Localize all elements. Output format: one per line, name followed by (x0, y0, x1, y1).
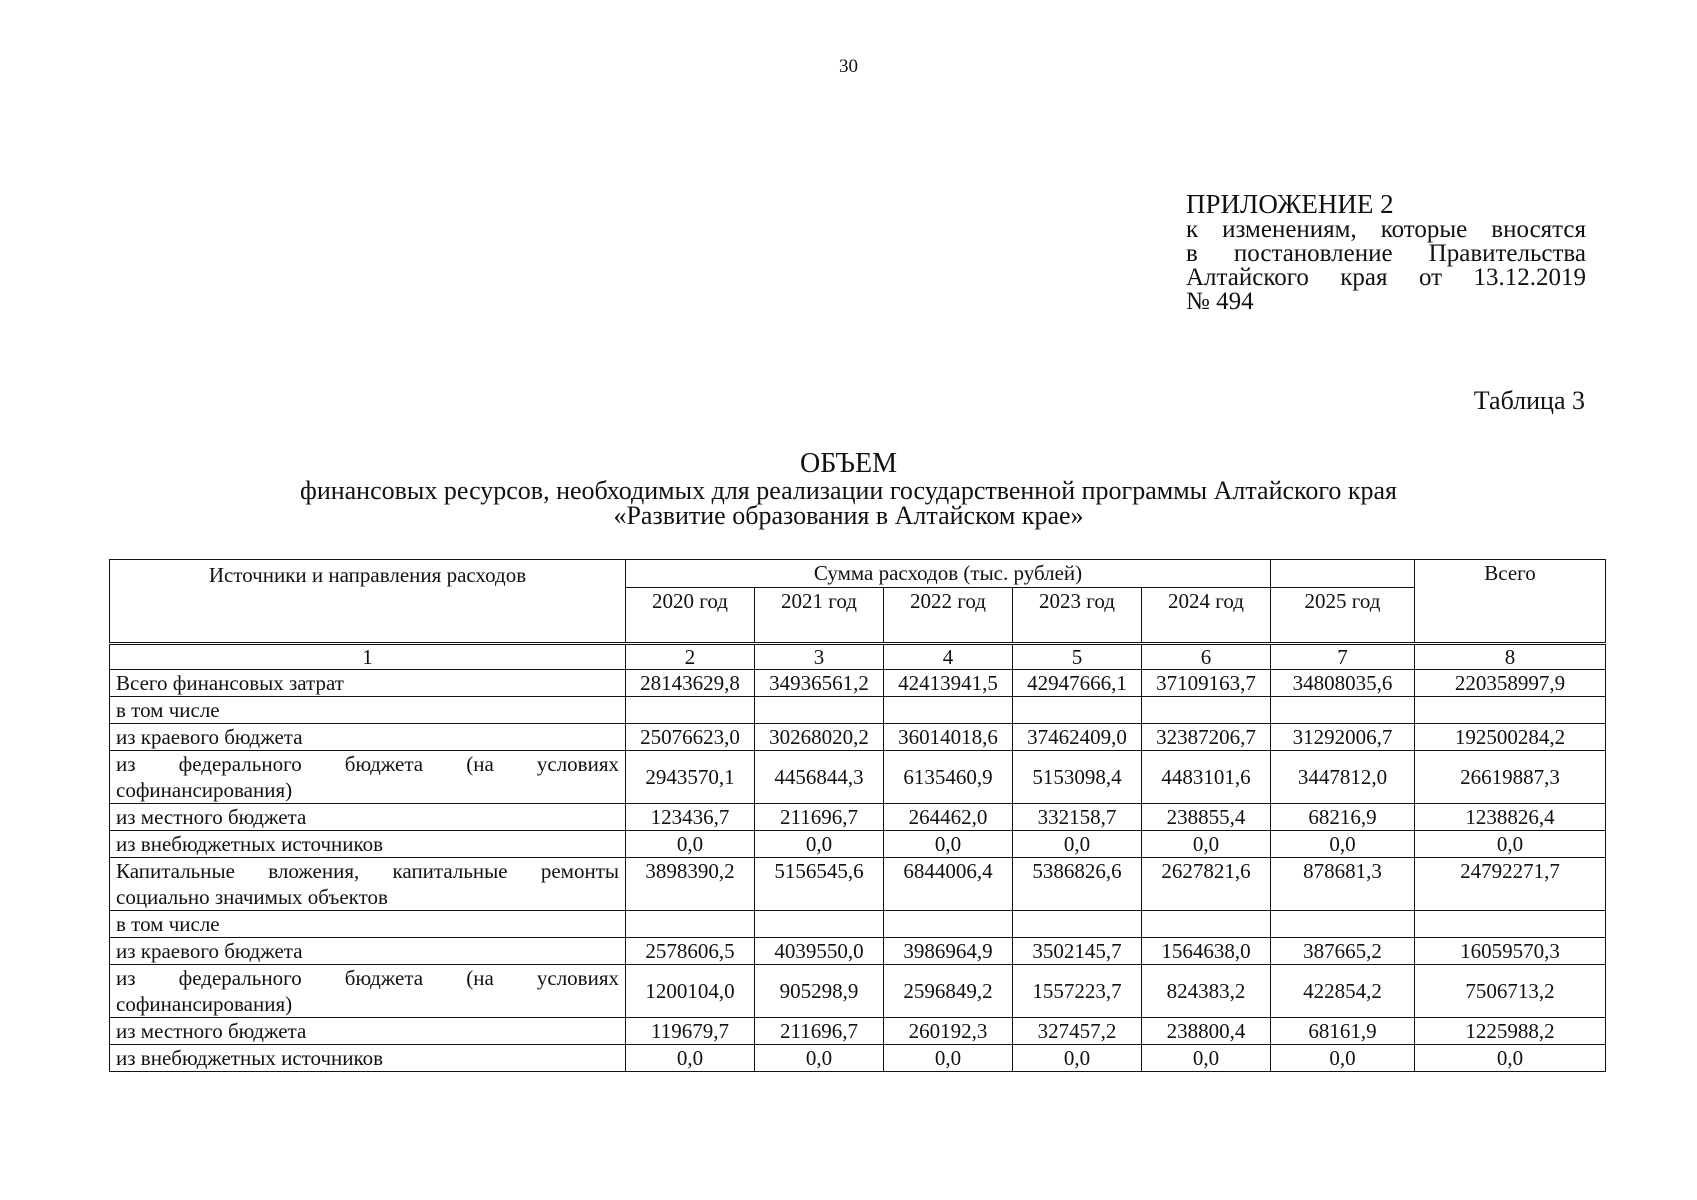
value-cell: 0,0 (755, 831, 884, 858)
row-label: из местного бюджета (110, 1018, 626, 1045)
value-cell: 332158,7 (1013, 804, 1142, 831)
value-cell: 26619887,3 (1415, 751, 1606, 804)
value-cell: 1564638,0 (1142, 938, 1271, 965)
row-label: из краевого бюджета (110, 724, 626, 751)
value-cell: 220358997,9 (1415, 670, 1606, 697)
value-cell (1013, 911, 1142, 938)
value-cell: 824383,2 (1142, 965, 1271, 1018)
value-cell: 2596849,2 (884, 965, 1013, 1018)
heading-line: «Развитие образования в Алтайском крае» (613, 501, 1084, 530)
value-cell: 4039550,0 (755, 938, 884, 965)
value-cell: 0,0 (884, 831, 1013, 858)
value-cell (1415, 697, 1606, 724)
value-cell: 905298,9 (755, 965, 884, 1018)
value-cell: 1225988,2 (1415, 1018, 1606, 1045)
table-row (110, 831, 1606, 858)
value-cell: 37109163,7 (1142, 670, 1271, 697)
value-cell: 0,0 (1013, 1045, 1142, 1072)
value-cell: 3447812,0 (1271, 751, 1415, 804)
value-cell (626, 911, 755, 938)
table-row (110, 804, 1606, 831)
value-cell: 3986964,9 (884, 938, 1013, 965)
table-row (110, 1018, 1606, 1045)
value-cell: 5386826,6 (1013, 858, 1142, 911)
value-cell (626, 697, 755, 724)
page-number: 30 (839, 56, 858, 77)
value-cell: 878681,3 (1271, 858, 1415, 911)
table-number-label: Таблица 3 (1473, 386, 1585, 415)
row-label: Всего финансовых затрат (110, 670, 626, 697)
header-empty-cell (1271, 560, 1415, 588)
value-cell (1142, 697, 1271, 724)
value-cell (884, 911, 1013, 938)
table-row (110, 858, 1606, 911)
index-cell: 3 (755, 644, 884, 670)
header-year: 2022 год (884, 588, 1013, 644)
value-cell (755, 911, 884, 938)
value-cell: 1557223,7 (1013, 965, 1142, 1018)
value-cell (1142, 911, 1271, 938)
value-cell: 6135460,9 (884, 751, 1013, 804)
header-source: Источники и направления расходов (110, 560, 626, 644)
value-cell: 0,0 (1013, 831, 1142, 858)
value-cell: 119679,7 (626, 1018, 755, 1045)
value-cell: 192500284,2 (1415, 724, 1606, 751)
value-cell: 0,0 (1142, 1045, 1271, 1072)
value-cell: 422854,2 (1271, 965, 1415, 1018)
row-label: из внебюджетных источников (110, 1045, 626, 1072)
index-cell: 2 (626, 644, 755, 670)
value-cell: 211696,7 (755, 804, 884, 831)
header-sum: Сумма расходов (тыс. рублей) (626, 560, 1271, 588)
value-cell: 2943570,1 (626, 751, 755, 804)
value-cell: 0,0 (755, 1045, 884, 1072)
header-year: 2020 год (626, 588, 755, 644)
value-cell: 260192,3 (884, 1018, 1013, 1045)
table-row (110, 938, 1606, 965)
value-cell: 7506713,2 (1415, 965, 1606, 1018)
value-cell: 238855,4 (1142, 804, 1271, 831)
value-cell: 3502145,7 (1013, 938, 1142, 965)
value-cell: 0,0 (884, 1045, 1013, 1072)
value-cell: 211696,7 (755, 1018, 884, 1045)
value-cell: 327457,2 (1013, 1018, 1142, 1045)
value-cell (1271, 697, 1415, 724)
value-cell: 32387206,7 (1142, 724, 1271, 751)
value-cell: 68216,9 (1271, 804, 1415, 831)
financing-table (109, 559, 1606, 1072)
value-cell: 16059570,3 (1415, 938, 1606, 965)
row-label: из местного бюджета (110, 804, 626, 831)
value-cell: 34808035,6 (1271, 670, 1415, 697)
table-row (110, 965, 1606, 1018)
row-label: из федерального бюджета (на условиях софинансирования) (110, 751, 626, 804)
appendix-title: ПРИЛОЖЕНИЕ 2 (1186, 189, 1394, 219)
value-cell (1271, 911, 1415, 938)
table-row (110, 670, 1606, 697)
header-year: 2024 год (1142, 588, 1271, 644)
row-label: из федерального бюджета (на условиях софинансирования) (110, 965, 626, 1018)
table-row (110, 1045, 1606, 1072)
value-cell: 123436,7 (626, 804, 755, 831)
value-cell: 238800,4 (1142, 1018, 1271, 1045)
value-cell: 24792271,7 (1415, 858, 1606, 911)
appendix-line: в постановление Правительства (1186, 240, 1586, 267)
appendix-block (1186, 190, 1586, 314)
index-cell: 5 (1013, 644, 1142, 670)
value-cell: 31292006,7 (1271, 724, 1415, 751)
value-cell: 28143629,8 (626, 670, 755, 697)
value-cell: 4483101,6 (1142, 751, 1271, 804)
row-label: из краевого бюджета (110, 938, 626, 965)
index-cell: 1 (110, 644, 626, 670)
value-cell (884, 697, 1013, 724)
index-cell: 4 (884, 644, 1013, 670)
index-cell: 6 (1142, 644, 1271, 670)
value-cell: 42413941,5 (884, 670, 1013, 697)
value-cell: 30268020,2 (755, 724, 884, 751)
index-cell: 8 (1415, 644, 1606, 670)
value-cell: 6844006,4 (884, 858, 1013, 911)
header-total: Всего (1415, 560, 1606, 644)
value-cell: 0,0 (1271, 1045, 1415, 1072)
table-row (110, 697, 1606, 724)
value-cell: 36014018,6 (884, 724, 1013, 751)
value-cell (1415, 911, 1606, 938)
appendix-line: № 494 (1186, 288, 1254, 315)
appendix-line: к изменениям, которые вносятся (1186, 216, 1586, 243)
value-cell: 5153098,4 (1013, 751, 1142, 804)
value-cell: 3898390,2 (626, 858, 755, 911)
header-year: 2021 год (755, 588, 884, 644)
header-year: 2025 год (1271, 588, 1415, 644)
appendix-line: Алтайского края от 13.12.2019 (1186, 264, 1586, 291)
value-cell: 0,0 (1415, 1045, 1606, 1072)
value-cell (1013, 697, 1142, 724)
value-cell: 4456844,3 (755, 751, 884, 804)
value-cell: 68161,9 (1271, 1018, 1415, 1045)
heading-line: финансовых ресурсов, необходимых для реализации государственной программы Алтайского края (299, 476, 1398, 505)
value-cell: 34936561,2 (755, 670, 884, 697)
row-label: Капитальные вложения, капитальные ремонты социально значимых объектов (110, 858, 626, 911)
row-label: в том числе (110, 697, 626, 724)
document-heading (0, 450, 1697, 528)
header-row (110, 560, 1606, 588)
value-cell: 2627821,6 (1142, 858, 1271, 911)
value-cell: 25076623,0 (626, 724, 755, 751)
value-cell: 1200104,0 (626, 965, 755, 1018)
value-cell: 0,0 (626, 1045, 755, 1072)
value-cell: 37462409,0 (1013, 724, 1142, 751)
row-label: из внебюджетных источников (110, 831, 626, 858)
value-cell: 264462,0 (884, 804, 1013, 831)
value-cell: 387665,2 (1271, 938, 1415, 965)
heading-title: ОБЪЕМ (799, 448, 897, 479)
value-cell: 0,0 (626, 831, 755, 858)
table-row (110, 911, 1606, 938)
table-row (110, 751, 1606, 804)
table-row (110, 724, 1606, 751)
index-cell: 7 (1271, 644, 1415, 670)
value-cell: 0,0 (1415, 831, 1606, 858)
value-cell: 0,0 (1142, 831, 1271, 858)
value-cell (755, 697, 884, 724)
header-year: 2023 год (1013, 588, 1142, 644)
value-cell: 2578606,5 (626, 938, 755, 965)
value-cell: 42947666,1 (1013, 670, 1142, 697)
index-row (110, 644, 1606, 670)
value-cell: 5156545,6 (755, 858, 884, 911)
value-cell: 1238826,4 (1415, 804, 1606, 831)
value-cell: 0,0 (1271, 831, 1415, 858)
row-label: в том числе (110, 911, 626, 938)
